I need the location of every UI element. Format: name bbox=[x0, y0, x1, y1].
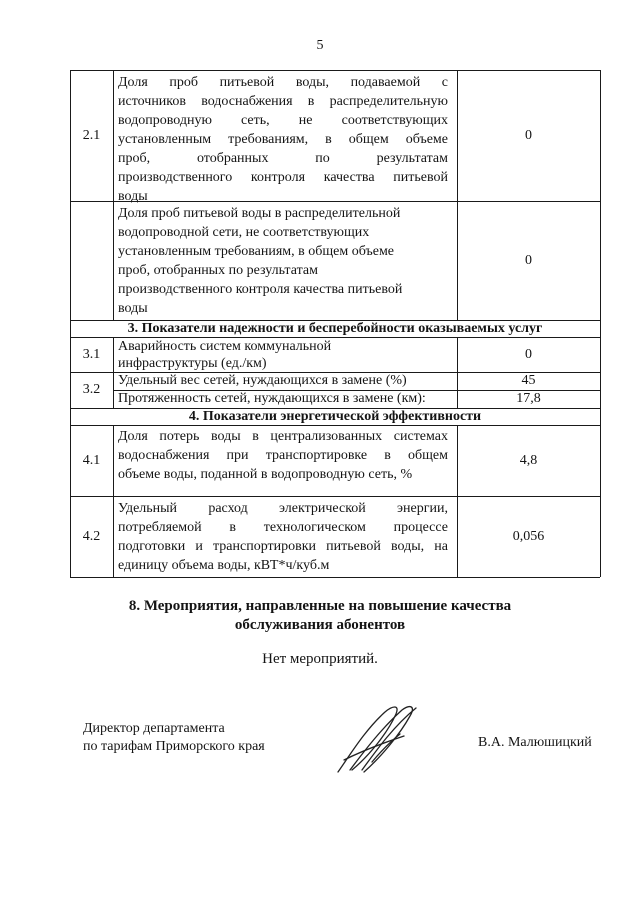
row-value: 0 bbox=[525, 127, 532, 143]
row-description: Доля проб питьевой воды в распределительной водопроводной сети, не соответствующих установленным требованиям, в общем объеме проб, отобранных по результатам производственного контроля качества питьевой воды bbox=[118, 206, 403, 316]
row-number: 3.2 bbox=[82, 382, 101, 397]
row-number bbox=[70, 201, 113, 320]
row-number: 3.1 bbox=[82, 346, 101, 362]
row-description: Доля потерь воды в централизованных системах водоснабжения при транспортировке в общем объеме воды, поданной в водопроводную сеть, % bbox=[118, 429, 448, 482]
row-description: Удельный вес сетей, нуждающихся в замене (%) bbox=[118, 373, 407, 388]
row-value: 4,8 bbox=[519, 452, 538, 468]
page-number: 5 bbox=[316, 38, 324, 53]
section-header: 4. Показатели энергетической эффективности bbox=[188, 409, 482, 424]
section-8-heading: 8. Мероприятия, направленные на повышение качества обслуживания абонентов bbox=[128, 598, 512, 633]
signer-name: В.А. Малюшицкий bbox=[478, 735, 592, 750]
row-number: 4.1 bbox=[82, 452, 101, 468]
row-description: Доля проб питьевой воды, подаваемой с источников водоснабжения в распределительную водопроводную сеть, не соответствующих установленным требованиям, в общем объеме проб, отобранных по результатам производственного контроля качества питьевой воды bbox=[118, 75, 448, 204]
row-number: 2.1 bbox=[82, 127, 101, 143]
row-value: 45 bbox=[521, 373, 536, 388]
section-header: 3. Показатели надежности и бесперебойности оказываемых услуг bbox=[127, 321, 543, 336]
no-measures-text: Нет мероприятий. bbox=[262, 651, 378, 667]
signer-position: Директор департамента по тарифам Приморского края bbox=[83, 721, 265, 754]
row-description: Удельный расход электрической энергии, потребляемой в технологическом процессе подготовки и транспортировки питьевой воды, на единицу объема воды, кВТ*ч/куб.м bbox=[118, 501, 448, 573]
row-number: 4.2 bbox=[82, 528, 101, 544]
row-value: 0,056 bbox=[512, 528, 545, 544]
indicators-table bbox=[70, 70, 600, 577]
row-description: Протяженность сетей, нуждающихся в замене (км): bbox=[118, 391, 426, 406]
row-value: 0 bbox=[525, 346, 532, 362]
row-description: Аварийность систем коммунальной инфраструктуры (ед./км) bbox=[118, 339, 332, 371]
row-value: 0 bbox=[525, 252, 532, 268]
row-value: 17,8 bbox=[516, 391, 541, 406]
handwritten-signature bbox=[330, 700, 425, 780]
